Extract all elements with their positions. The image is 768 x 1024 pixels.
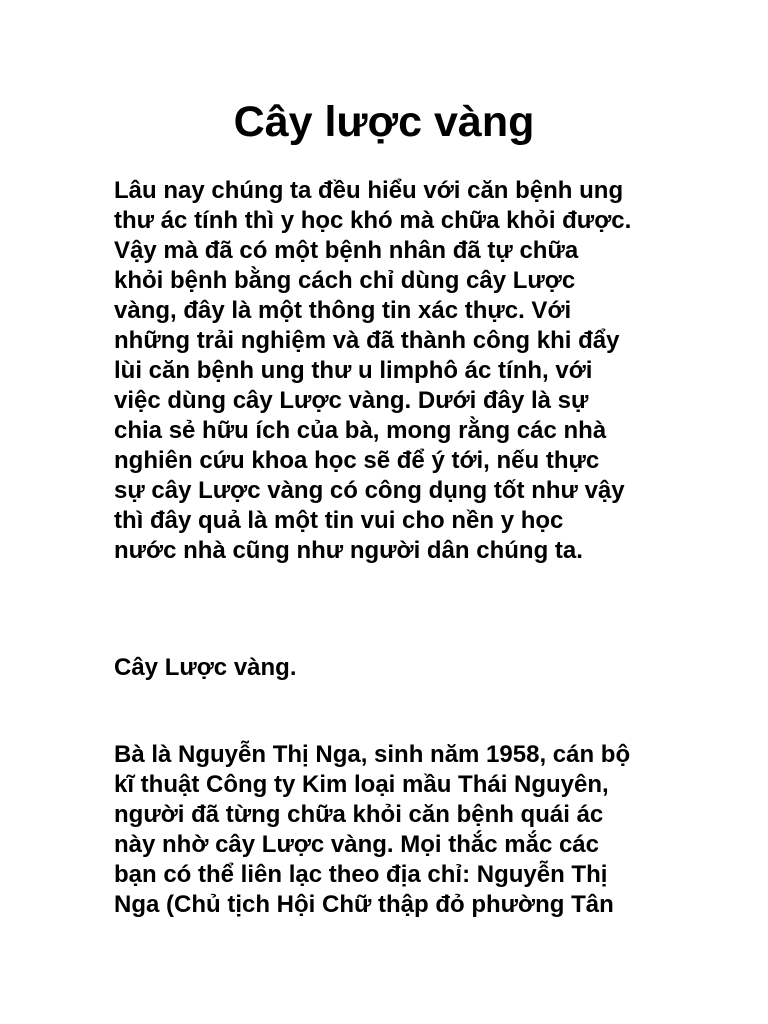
- text-line: những trải nghiệm và đã thành công khi đẩy: [114, 327, 620, 354]
- text-line: này nhờ cây Lược vàng. Mọi thắc mắc các: [114, 831, 600, 858]
- text-line: thì đây quả là một tin vui cho nền y học: [114, 507, 564, 534]
- paragraph-caption: [114, 653, 674, 683]
- text-line: chia sẻ hữu ích của bà, mong rằng các nhà: [114, 417, 607, 444]
- text-line: Vậy mà đã có một bệnh nhân đã tự chữa: [114, 237, 579, 264]
- text-line: vàng, đây là một thông tin xác thực. Với: [114, 297, 572, 324]
- text-line: Lâu nay chúng ta đều hiểu với căn bệnh ung: [114, 177, 624, 204]
- text-line: kĩ thuật Công ty Kim loại mầu Thái Nguyên,: [114, 771, 609, 798]
- text-line: Nga (Chủ tịch Hội Chữ thập đỏ phường Tân: [114, 891, 614, 918]
- text-line: việc dùng cây Lược vàng. Dưới đây là sự: [114, 387, 589, 414]
- text-line: Bà là Nguyễn Thị Nga, sinh năm 1958, cán bộ: [114, 741, 631, 768]
- text-line: khỏi bệnh bằng cách chỉ dùng cây Lược: [114, 267, 576, 294]
- paragraph-intro: [114, 176, 674, 566]
- text-line: lùi căn bệnh ung thư u limphô ác tính, với: [114, 357, 593, 384]
- text-line: nghiên cứu khoa học sẽ để ý tới, nếu thực: [114, 447, 600, 474]
- text-line: bạn có thể liên lạc theo địa chỉ: Nguyễn Thị: [114, 861, 608, 888]
- text-line: Cây Lược vàng.: [114, 654, 297, 681]
- text-line: sự cây Lược vàng có công dụng tốt như vậy: [114, 477, 625, 504]
- text-line: thư ác tính thì y học khó mà chữa khỏi được.: [114, 207, 632, 234]
- text-line: nước nhà cũng như người dân chúng ta.: [114, 537, 583, 564]
- text-line: người đã từng chữa khỏi căn bệnh quái ác: [114, 801, 604, 828]
- document-title: Cây lược vàng: [233, 98, 535, 146]
- paragraph-biography: [114, 740, 674, 920]
